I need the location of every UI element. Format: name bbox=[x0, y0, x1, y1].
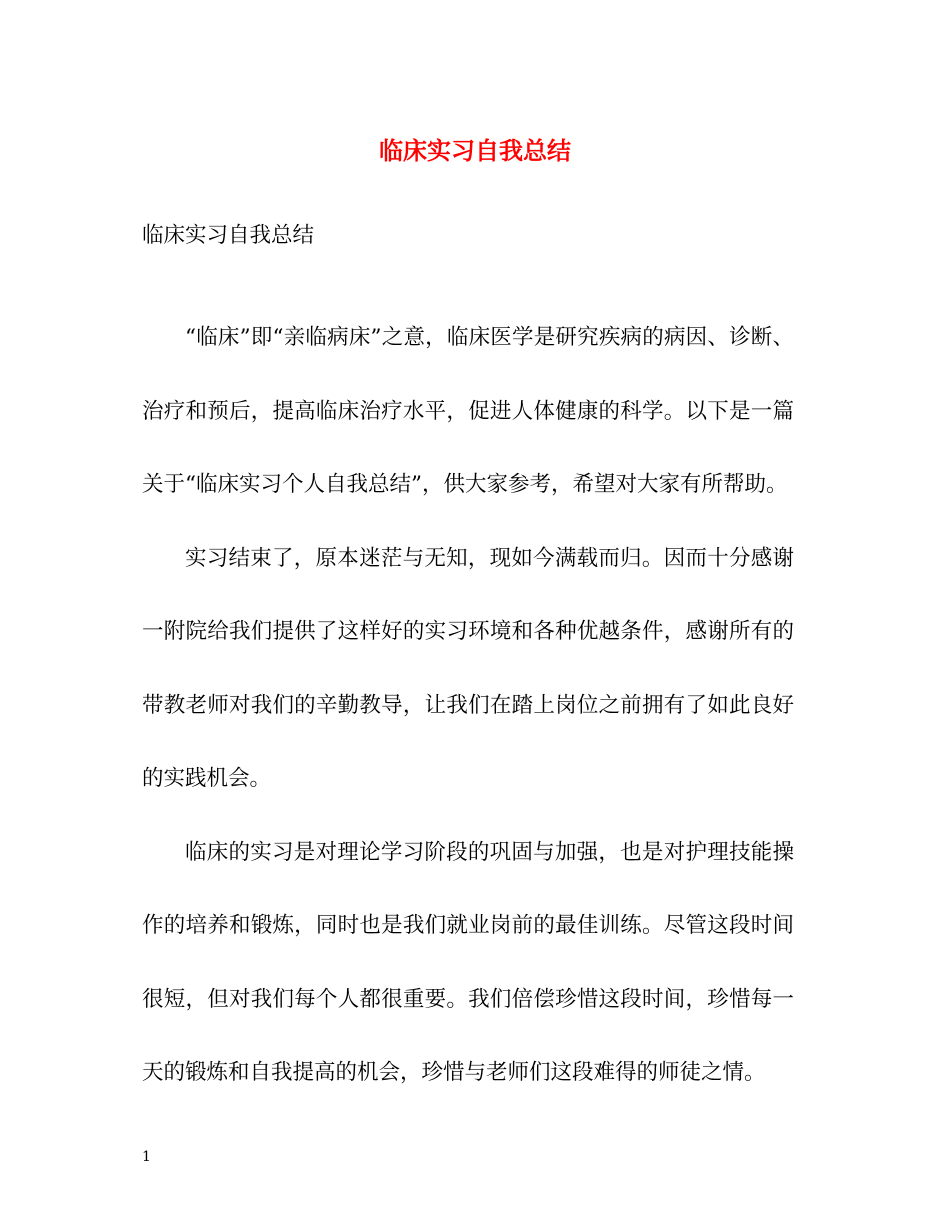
page-number: 1 bbox=[142, 1149, 151, 1165]
document-subtitle: 临床实习自我总结 bbox=[142, 223, 315, 248]
paragraph-intro: “临床”即“亲临病床”之意，临床医学是研究疾病的病因、诊断、治疗和预后，提高临床治疗水平，促进人体健康的科学。以下是一篇关于“临床实习个人自我总结”，供大家参考，希望对大家有所帮助。 bbox=[142, 325, 794, 497]
document-title: 临床实习自我总结 bbox=[379, 136, 571, 165]
paragraph-thanks: 实习结束了，原本迷茫与无知，现如今满载而归。因而十分感谢一附院给我们提供了这样好的实习环境和各种优越条件，感谢所有的带教老师对我们的辛勤教导，让我们在踏上岗位之前拥有了如此良好的实践机会。 bbox=[142, 545, 794, 791]
document-body bbox=[142, 301, 794, 1110]
paragraph-practice: 临床的实习是对理论学习阶段的巩固与加强，也是对护理技能操作的培养和锻炼，同时也是我们就业岗前的最佳训练。尽管这段时间很短，但对我们每个人都很重要。我们倍偿珍惜这段时间，珍惜每一天的锻炼和自我提高的机会，珍惜与老师们这段难得的师徒之情。 bbox=[142, 839, 794, 1085]
